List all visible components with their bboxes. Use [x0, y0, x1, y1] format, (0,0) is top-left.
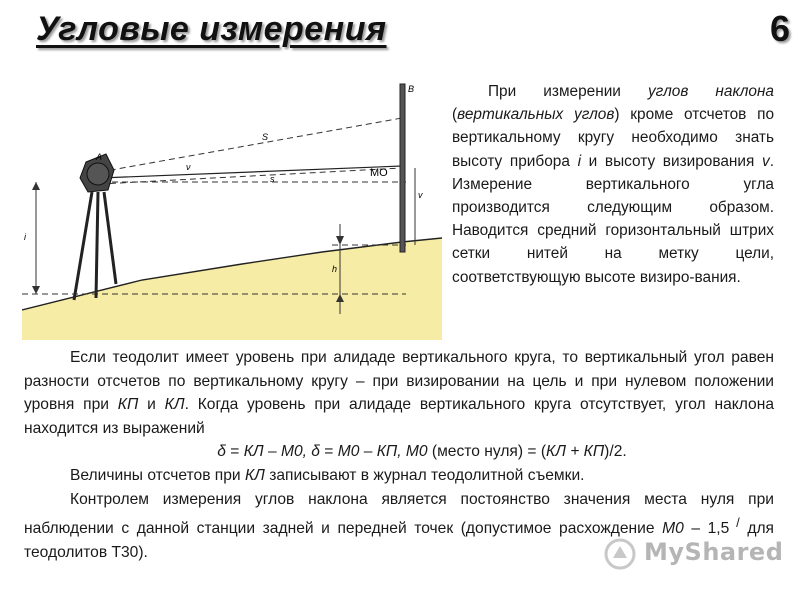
watermark: [604, 536, 784, 572]
instrument-label: A: [96, 152, 103, 162]
s-label: s: [270, 174, 275, 184]
nu-label: ν: [186, 162, 191, 172]
vertical-angle-diagram: [22, 74, 442, 340]
h-label: h: [332, 264, 338, 274]
sight-line-upper: [100, 118, 402, 172]
tripod-leg-left: [74, 192, 92, 300]
formula: δ = КЛ – М0, δ = М0 – КП, М0 (место нуля) = (КЛ + КП)/2.: [217, 443, 627, 461]
slide-number: 6: [769, 8, 790, 49]
paragraph-1: Если теодолит имеет уровень при алидаде вертикального круга, то вертикальный угол равен разности отсчетов по вертикальному кругу – при визировании на цель и при нулевом положении уровня при КП и КЛ. Когда уровень при алидаде вертикального круга отсутствует, угол наклона находится из выражений: [24, 349, 774, 437]
tripod-leg-mid: [96, 192, 98, 298]
i-label: i: [24, 232, 26, 242]
staff-top-label: B: [408, 84, 415, 94]
ground-area: [22, 238, 442, 340]
main-text: [24, 346, 774, 565]
watermark-logo-icon: [604, 538, 636, 570]
paragraph-3: Контролем измерения углов наклона является постоянство значения места нуля при наблюдении с данной станции задней и передней точек (допустимое расхождение М0 – 1,5 / для теодолитов Т30).: [24, 490, 774, 561]
tripod-leg-right: [104, 192, 116, 284]
S-label: S: [262, 132, 269, 142]
mo-label: МО: [370, 167, 388, 179]
v-label: v: [418, 190, 423, 200]
page-title: Угловые измерения: [36, 10, 387, 48]
paragraph-2: Величины отсчетов при КЛ записывают в журнал теодолитной съемки.: [70, 466, 585, 484]
leveling-staff: [400, 84, 405, 252]
right-paragraph: При измерении углов наклона (вертикальных углов) кроме отсчетов по вертикальному кругу необходимо знать высоту прибора i и высоту визирования v. Измерение вертикального угла производится следующим образом. Наводится средний горизонтальный штрих сетки нитей на метку цели, соответствующую высоте визиро-вания.: [452, 83, 774, 286]
watermark-text: MyShared: [644, 538, 784, 566]
